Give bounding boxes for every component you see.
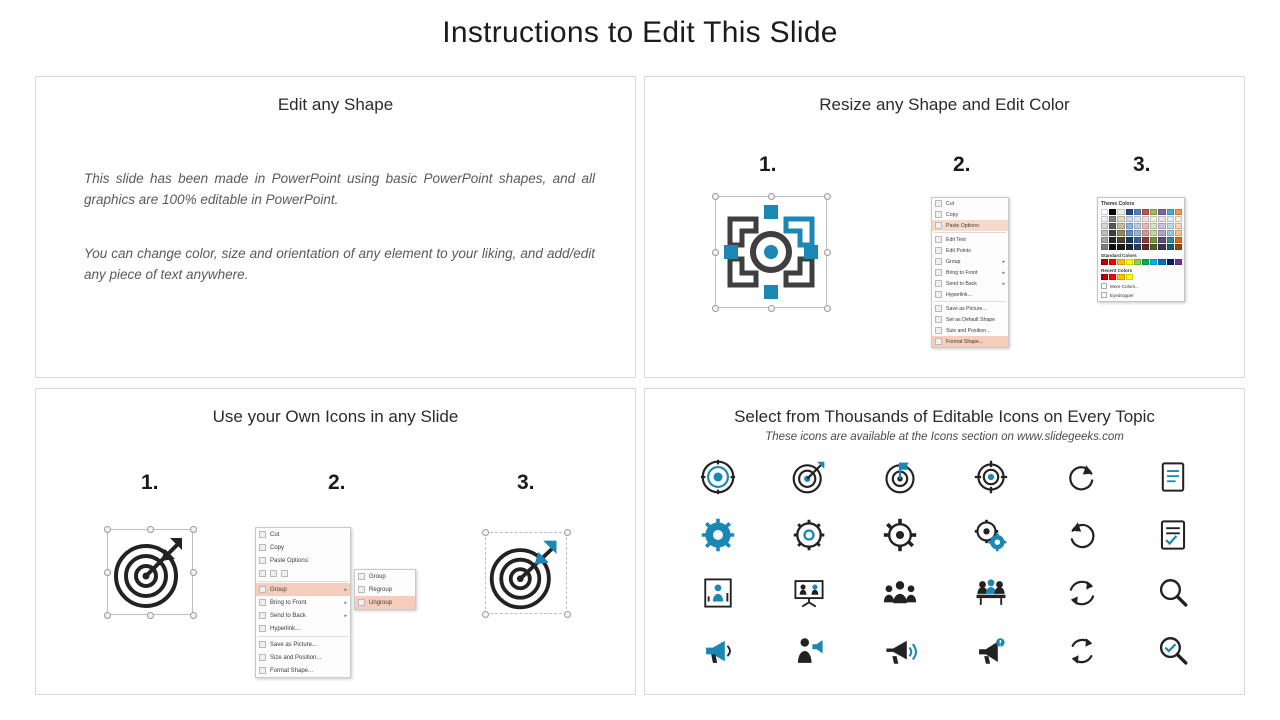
- copy-icon: [935, 211, 942, 218]
- paste-option-text-icon: [281, 570, 288, 577]
- icon-cell[interactable]: [878, 513, 922, 557]
- group-people-icon: [883, 576, 917, 610]
- icon-cell[interactable]: [696, 455, 740, 499]
- menu-item-paste-options[interactable]: [932, 220, 1008, 231]
- icon-cell[interactable]: [787, 513, 831, 557]
- menu-item-label: Copy: [946, 211, 959, 218]
- circular-arrows-icon: [1065, 634, 1099, 668]
- color-swatch[interactable]: [1126, 223, 1133, 229]
- color-swatch[interactable]: [1126, 274, 1133, 280]
- color-swatch[interactable]: [1167, 223, 1174, 229]
- color-swatch[interactable]: [1175, 237, 1182, 243]
- step-number-2: 2.: [328, 471, 346, 494]
- rotate-clockwise-icon: [1065, 518, 1099, 552]
- icon-selection-box-2[interactable]: [485, 532, 567, 614]
- icon-cell[interactable]: [969, 513, 1013, 557]
- color-swatch[interactable]: [1101, 230, 1108, 236]
- bring-front-icon: [259, 599, 266, 606]
- menu-item-copy[interactable]: [932, 209, 1008, 220]
- color-swatch[interactable]: [1101, 244, 1108, 250]
- paste-option-keep-formatting-icon: [259, 570, 266, 577]
- color-swatch[interactable]: [1101, 259, 1108, 265]
- menu-item-size-and-position[interactable]: [932, 325, 1008, 336]
- bring-front-icon: [935, 269, 942, 276]
- icon-cell[interactable]: [878, 629, 922, 673]
- color-swatch[interactable]: [1126, 216, 1133, 222]
- context-menu[interactable]: [255, 527, 351, 678]
- step-number-2: 2.: [953, 153, 971, 176]
- icon-selection-box-1[interactable]: [107, 529, 193, 615]
- color-swatch[interactable]: [1109, 237, 1116, 243]
- menu-item-cut[interactable]: [932, 198, 1008, 209]
- target-arrow-colored-icon: [486, 533, 566, 613]
- icon-cell[interactable]: [787, 455, 831, 499]
- cut-icon: [935, 200, 942, 207]
- panel-title: Edit any Shape: [277, 95, 394, 114]
- color-swatch[interactable]: [1117, 223, 1124, 229]
- color-swatch[interactable]: [1109, 209, 1116, 215]
- target-arrow-icon: [791, 459, 827, 495]
- palette-icon: [1101, 283, 1107, 289]
- menu-item-save-as-picture[interactable]: [932, 303, 1008, 314]
- icon-cell[interactable]: [1060, 571, 1104, 615]
- presentation-people-icon: [792, 576, 826, 610]
- icon-cell[interactable]: [969, 455, 1013, 499]
- color-swatch[interactable]: [1117, 237, 1124, 243]
- format-shape-icon: [259, 667, 266, 674]
- color-swatch[interactable]: [1158, 237, 1165, 243]
- eyedropper-row[interactable]: [1101, 292, 1181, 298]
- color-swatch[interactable]: [1142, 223, 1149, 229]
- color-swatch[interactable]: [1134, 259, 1141, 265]
- color-swatch[interactable]: [1150, 223, 1157, 229]
- color-swatch[interactable]: [1134, 244, 1141, 250]
- icon-cell[interactable]: [696, 629, 740, 673]
- menu-item-set-default-shape[interactable]: [932, 314, 1008, 325]
- color-swatch[interactable]: [1109, 230, 1116, 236]
- send-back-icon: [259, 612, 266, 619]
- menu-item-label: Save as Picture...: [270, 641, 318, 648]
- person-megaphone-icon: [792, 634, 826, 668]
- color-swatch[interactable]: [1109, 244, 1116, 250]
- icon-cell[interactable]: [1151, 455, 1195, 499]
- menu-separator: [258, 581, 348, 582]
- menu-item-label: Send to Back: [946, 280, 977, 287]
- submenu-item-ungroup[interactable]: [355, 596, 415, 609]
- icon-cell[interactable]: [787, 629, 831, 673]
- person-chart-icon: [701, 576, 735, 610]
- cut-icon: [259, 531, 266, 538]
- ungroup-icon: [358, 599, 365, 606]
- hyperlink-icon: [935, 291, 942, 298]
- group-icon: [259, 586, 266, 593]
- color-swatch[interactable]: [1101, 237, 1108, 243]
- color-swatch[interactable]: [1158, 230, 1165, 236]
- color-swatch[interactable]: [1142, 237, 1149, 243]
- team-meeting-icon: [974, 576, 1008, 610]
- color-swatch[interactable]: [1150, 237, 1157, 243]
- send-back-icon: [935, 280, 942, 287]
- standard-colors-label: Standard Colors: [1101, 253, 1137, 258]
- color-swatch[interactable]: [1117, 230, 1124, 236]
- menu-item-format-shape[interactable]: [932, 336, 1008, 347]
- paste-option-picture-icon: [270, 570, 277, 577]
- menu-item-hyperlink[interactable]: [932, 289, 1008, 300]
- color-swatch[interactable]: [1150, 209, 1157, 215]
- paste-options-row[interactable]: [256, 567, 350, 580]
- icon-cell[interactable]: [878, 571, 922, 615]
- copy-icon: [259, 544, 266, 551]
- color-swatch[interactable]: [1117, 244, 1124, 250]
- color-swatch[interactable]: [1126, 237, 1133, 243]
- menu-item-label: Cut: [270, 531, 280, 538]
- menu-item-send-to-back[interactable]: [932, 278, 1008, 289]
- color-swatch[interactable]: [1150, 259, 1157, 265]
- menu-separator: [258, 636, 348, 637]
- menu-item-group[interactable]: [932, 256, 1008, 267]
- format-shape-icon: [935, 338, 942, 345]
- color-swatch[interactable]: [1101, 209, 1108, 215]
- icon-cell[interactable]: [1060, 513, 1104, 557]
- color-swatch[interactable]: [1175, 244, 1182, 250]
- color-swatch[interactable]: [1167, 237, 1174, 243]
- color-swatch[interactable]: [1117, 216, 1124, 222]
- color-swatch[interactable]: [1175, 230, 1182, 236]
- step-number-1: 1.: [759, 153, 777, 176]
- step-number-3: 3.: [517, 471, 535, 494]
- color-picker-title: Theme Colors: [1101, 201, 1135, 207]
- gear-solid-icon: [700, 517, 736, 553]
- crosshair-target-icon: [973, 459, 1009, 495]
- chevron-right-icon: ▸: [1002, 280, 1005, 287]
- color-swatch[interactable]: [1175, 259, 1182, 265]
- color-swatch[interactable]: [1158, 223, 1165, 229]
- color-swatch[interactable]: [1158, 216, 1165, 222]
- document-list-icon: [1156, 460, 1190, 494]
- color-swatch[interactable]: [1134, 237, 1141, 243]
- icon-cell[interactable]: [878, 455, 922, 499]
- menu-item-cut[interactable]: [256, 528, 350, 541]
- icon-cell[interactable]: [969, 571, 1013, 615]
- color-swatch[interactable]: [1101, 216, 1108, 222]
- paste-icon: [259, 557, 266, 564]
- paste-icon: [935, 222, 942, 229]
- menu-item-label: Save as Picture...: [946, 305, 987, 312]
- menu-item-copy[interactable]: [256, 541, 350, 554]
- color-swatch[interactable]: [1134, 216, 1141, 222]
- save-picture-icon: [259, 641, 266, 648]
- eyedropper-label: Eyedropper: [1110, 292, 1134, 298]
- panel-icon-library: [644, 388, 1245, 695]
- color-swatch[interactable]: [1134, 230, 1141, 236]
- panel-resize-shape-edit-color: [644, 76, 1245, 378]
- edit-points-icon: [935, 247, 942, 254]
- theme-colors-grid[interactable]: [1101, 209, 1181, 250]
- menu-item-label: Paste Options:: [946, 222, 981, 229]
- color-swatch[interactable]: [1109, 259, 1116, 265]
- icon-cell[interactable]: [1151, 513, 1195, 557]
- megaphone-icon: [701, 634, 735, 668]
- target-flag-icon: [882, 459, 918, 495]
- color-swatch[interactable]: [1117, 274, 1124, 280]
- menu-item-size-and-position[interactable]: [256, 651, 350, 664]
- color-swatch[interactable]: [1167, 230, 1174, 236]
- color-swatch[interactable]: [1142, 216, 1149, 222]
- color-swatch[interactable]: [1142, 209, 1149, 215]
- editable-shape-icon: [716, 197, 826, 307]
- icon-cell[interactable]: [1151, 571, 1195, 615]
- icon-cell[interactable]: [1060, 455, 1104, 499]
- color-swatch[interactable]: [1158, 209, 1165, 215]
- icon-cell[interactable]: [1060, 629, 1104, 673]
- menu-item-hyperlink[interactable]: [256, 622, 350, 635]
- color-picker[interactable]: [1097, 197, 1185, 302]
- color-swatch[interactable]: [1175, 223, 1182, 229]
- page-title: Instructions to Edit This Slide: [442, 16, 838, 49]
- icon-cell[interactable]: [696, 571, 740, 615]
- menu-item-label: Copy: [270, 544, 285, 551]
- color-swatch[interactable]: [1126, 259, 1133, 265]
- menu-item-group[interactable]: [256, 583, 350, 596]
- menu-item-label: Format Shape...: [270, 667, 314, 674]
- menu-item-label: Edit Points: [946, 247, 971, 254]
- color-swatch[interactable]: [1158, 244, 1165, 250]
- hyperlink-icon: [259, 625, 266, 632]
- more-colors-row[interactable]: [1101, 283, 1181, 289]
- color-swatch[interactable]: [1109, 274, 1116, 280]
- save-picture-icon: [935, 305, 942, 312]
- color-swatch[interactable]: [1109, 216, 1116, 222]
- step-number-3: 3.: [1133, 153, 1151, 176]
- menu-item-edit-text[interactable]: [932, 234, 1008, 245]
- regroup-icon: [358, 586, 365, 593]
- icon-cell[interactable]: [1151, 629, 1195, 673]
- submenu-item-label: Group: [369, 573, 386, 580]
- color-swatch[interactable]: [1167, 259, 1174, 265]
- menu-item-label: Bring to Front: [270, 599, 307, 606]
- gear-outline-icon: [791, 517, 827, 553]
- menu-item-label: Edit Text: [946, 236, 966, 243]
- color-swatch[interactable]: [1150, 244, 1157, 250]
- menu-item-label: Size and Position...: [946, 327, 991, 334]
- panel-title: Resize any Shape and Edit Color: [819, 95, 1070, 114]
- submenu-item-group[interactable]: [355, 570, 415, 583]
- color-swatch[interactable]: [1134, 209, 1141, 215]
- standard-colors-grid[interactable]: [1101, 259, 1181, 265]
- panel-use-own-icons: [35, 388, 636, 695]
- color-swatch[interactable]: [1167, 209, 1174, 215]
- edit-text-icon: [935, 236, 942, 243]
- menu-item-label: Format Shape...: [946, 338, 984, 345]
- submenu-item-label: Ungroup: [369, 599, 393, 606]
- group-icon: [935, 258, 942, 265]
- chevron-right-icon: ▸: [1002, 269, 1005, 276]
- shape-selection-box[interactable]: [715, 196, 827, 308]
- menu-item-paste-options[interactable]: [256, 554, 350, 567]
- color-swatch[interactable]: [1109, 223, 1116, 229]
- color-swatch[interactable]: [1126, 244, 1133, 250]
- recent-colors-label: Recent Colors: [1101, 268, 1133, 273]
- color-swatch[interactable]: [1142, 259, 1149, 265]
- color-swatch[interactable]: [1134, 223, 1141, 229]
- color-swatch[interactable]: [1126, 209, 1133, 215]
- menu-item-edit-points[interactable]: [932, 245, 1008, 256]
- panel-title: Use your Own Icons in any Slide: [212, 407, 459, 426]
- recent-colors-grid[interactable]: [1101, 274, 1181, 280]
- sync-arrows-icon: [1065, 576, 1099, 610]
- gears-double-icon: [973, 517, 1009, 553]
- chevron-right-icon: ▸: [344, 586, 347, 593]
- icon-cell[interactable]: [787, 571, 831, 615]
- color-swatch[interactable]: [1142, 244, 1149, 250]
- context-menu[interactable]: [931, 197, 1009, 348]
- chevron-right-icon: ▸: [1002, 258, 1005, 265]
- color-swatch[interactable]: [1117, 209, 1124, 215]
- menu-item-save-as-picture[interactable]: [256, 638, 350, 651]
- icon-library-grid: [673, 455, 1218, 673]
- group-submenu[interactable]: [354, 569, 416, 610]
- menu-item-label: Hyperlink...: [270, 625, 301, 632]
- menu-separator: [934, 232, 1006, 233]
- document-check-icon: [1156, 518, 1190, 552]
- menu-item-label: Size and Position...: [270, 654, 322, 661]
- menu-item-label: Group: [946, 258, 961, 265]
- target-arrow-icon: [108, 530, 192, 614]
- color-swatch[interactable]: [1101, 274, 1108, 280]
- icon-cell[interactable]: [696, 513, 740, 557]
- target-dartboard-icon: [700, 459, 736, 495]
- color-swatch[interactable]: [1150, 230, 1157, 236]
- group-icon: [358, 573, 365, 580]
- menu-item-bring-to-front[interactable]: [932, 267, 1008, 278]
- size-position-icon: [935, 327, 942, 334]
- menu-item-send-to-back[interactable]: [256, 609, 350, 622]
- submenu-item-regroup[interactable]: [355, 583, 415, 596]
- menu-item-label: Cut: [946, 200, 955, 207]
- panel-title: Select from Thousands of Editable Icons on Every Topic: [734, 407, 1155, 426]
- color-swatch[interactable]: [1142, 230, 1149, 236]
- color-swatch[interactable]: [1126, 230, 1133, 236]
- menu-separator: [934, 301, 1006, 302]
- loudspeaker-icon: [883, 634, 917, 668]
- color-swatch[interactable]: [1150, 216, 1157, 222]
- more-colors-label: More Colors...: [1110, 283, 1139, 289]
- menu-item-label: Hyperlink...: [946, 291, 972, 298]
- chevron-right-icon: ▸: [344, 599, 347, 606]
- color-swatch[interactable]: [1167, 216, 1174, 222]
- panel-edit-any-shape: [35, 76, 636, 378]
- menu-item-label: Bring to Front: [946, 269, 978, 276]
- panel-subtitle: These icons are available at the Icons section on www.slidegeeks.com: [765, 431, 1124, 443]
- body-paragraph-2: You can change color, size and orientation of any element to your liking, and add/edit any piece of text anywhere.: [84, 246, 595, 282]
- color-swatch[interactable]: [1175, 209, 1182, 215]
- menu-item-label: Paste Options:: [270, 557, 310, 564]
- menu-item-bring-to-front[interactable]: [256, 596, 350, 609]
- magnifier-check-icon: [1156, 634, 1190, 668]
- chevron-right-icon: ▸: [344, 612, 347, 619]
- color-swatch[interactable]: [1158, 259, 1165, 265]
- color-swatch[interactable]: [1101, 223, 1108, 229]
- refresh-arrow-icon: [1065, 460, 1099, 494]
- megaphone-alert-icon: [974, 634, 1008, 668]
- submenu-item-label: Regroup: [369, 586, 393, 593]
- color-swatch[interactable]: [1167, 244, 1174, 250]
- icon-cell[interactable]: [969, 629, 1013, 673]
- default-shape-icon: [935, 316, 942, 323]
- step-number-1: 1.: [141, 471, 159, 494]
- menu-item-label: Group: [270, 586, 287, 593]
- gear-dotted-icon: [882, 517, 918, 553]
- size-position-icon: [259, 654, 266, 661]
- eyedropper-icon: [1101, 292, 1107, 298]
- color-swatch[interactable]: [1117, 259, 1124, 265]
- color-swatch[interactable]: [1175, 216, 1182, 222]
- magnifier-icon: [1156, 576, 1190, 610]
- menu-item-label: Send to Back: [270, 612, 306, 619]
- menu-item-label: Set as Default Shape: [946, 316, 996, 323]
- body-paragraph-1: This slide has been made in PowerPoint using basic PowerPoint shapes, and all graphics are 100% editable in PowerPoint.: [84, 171, 595, 207]
- menu-item-format-shape[interactable]: [256, 664, 350, 677]
